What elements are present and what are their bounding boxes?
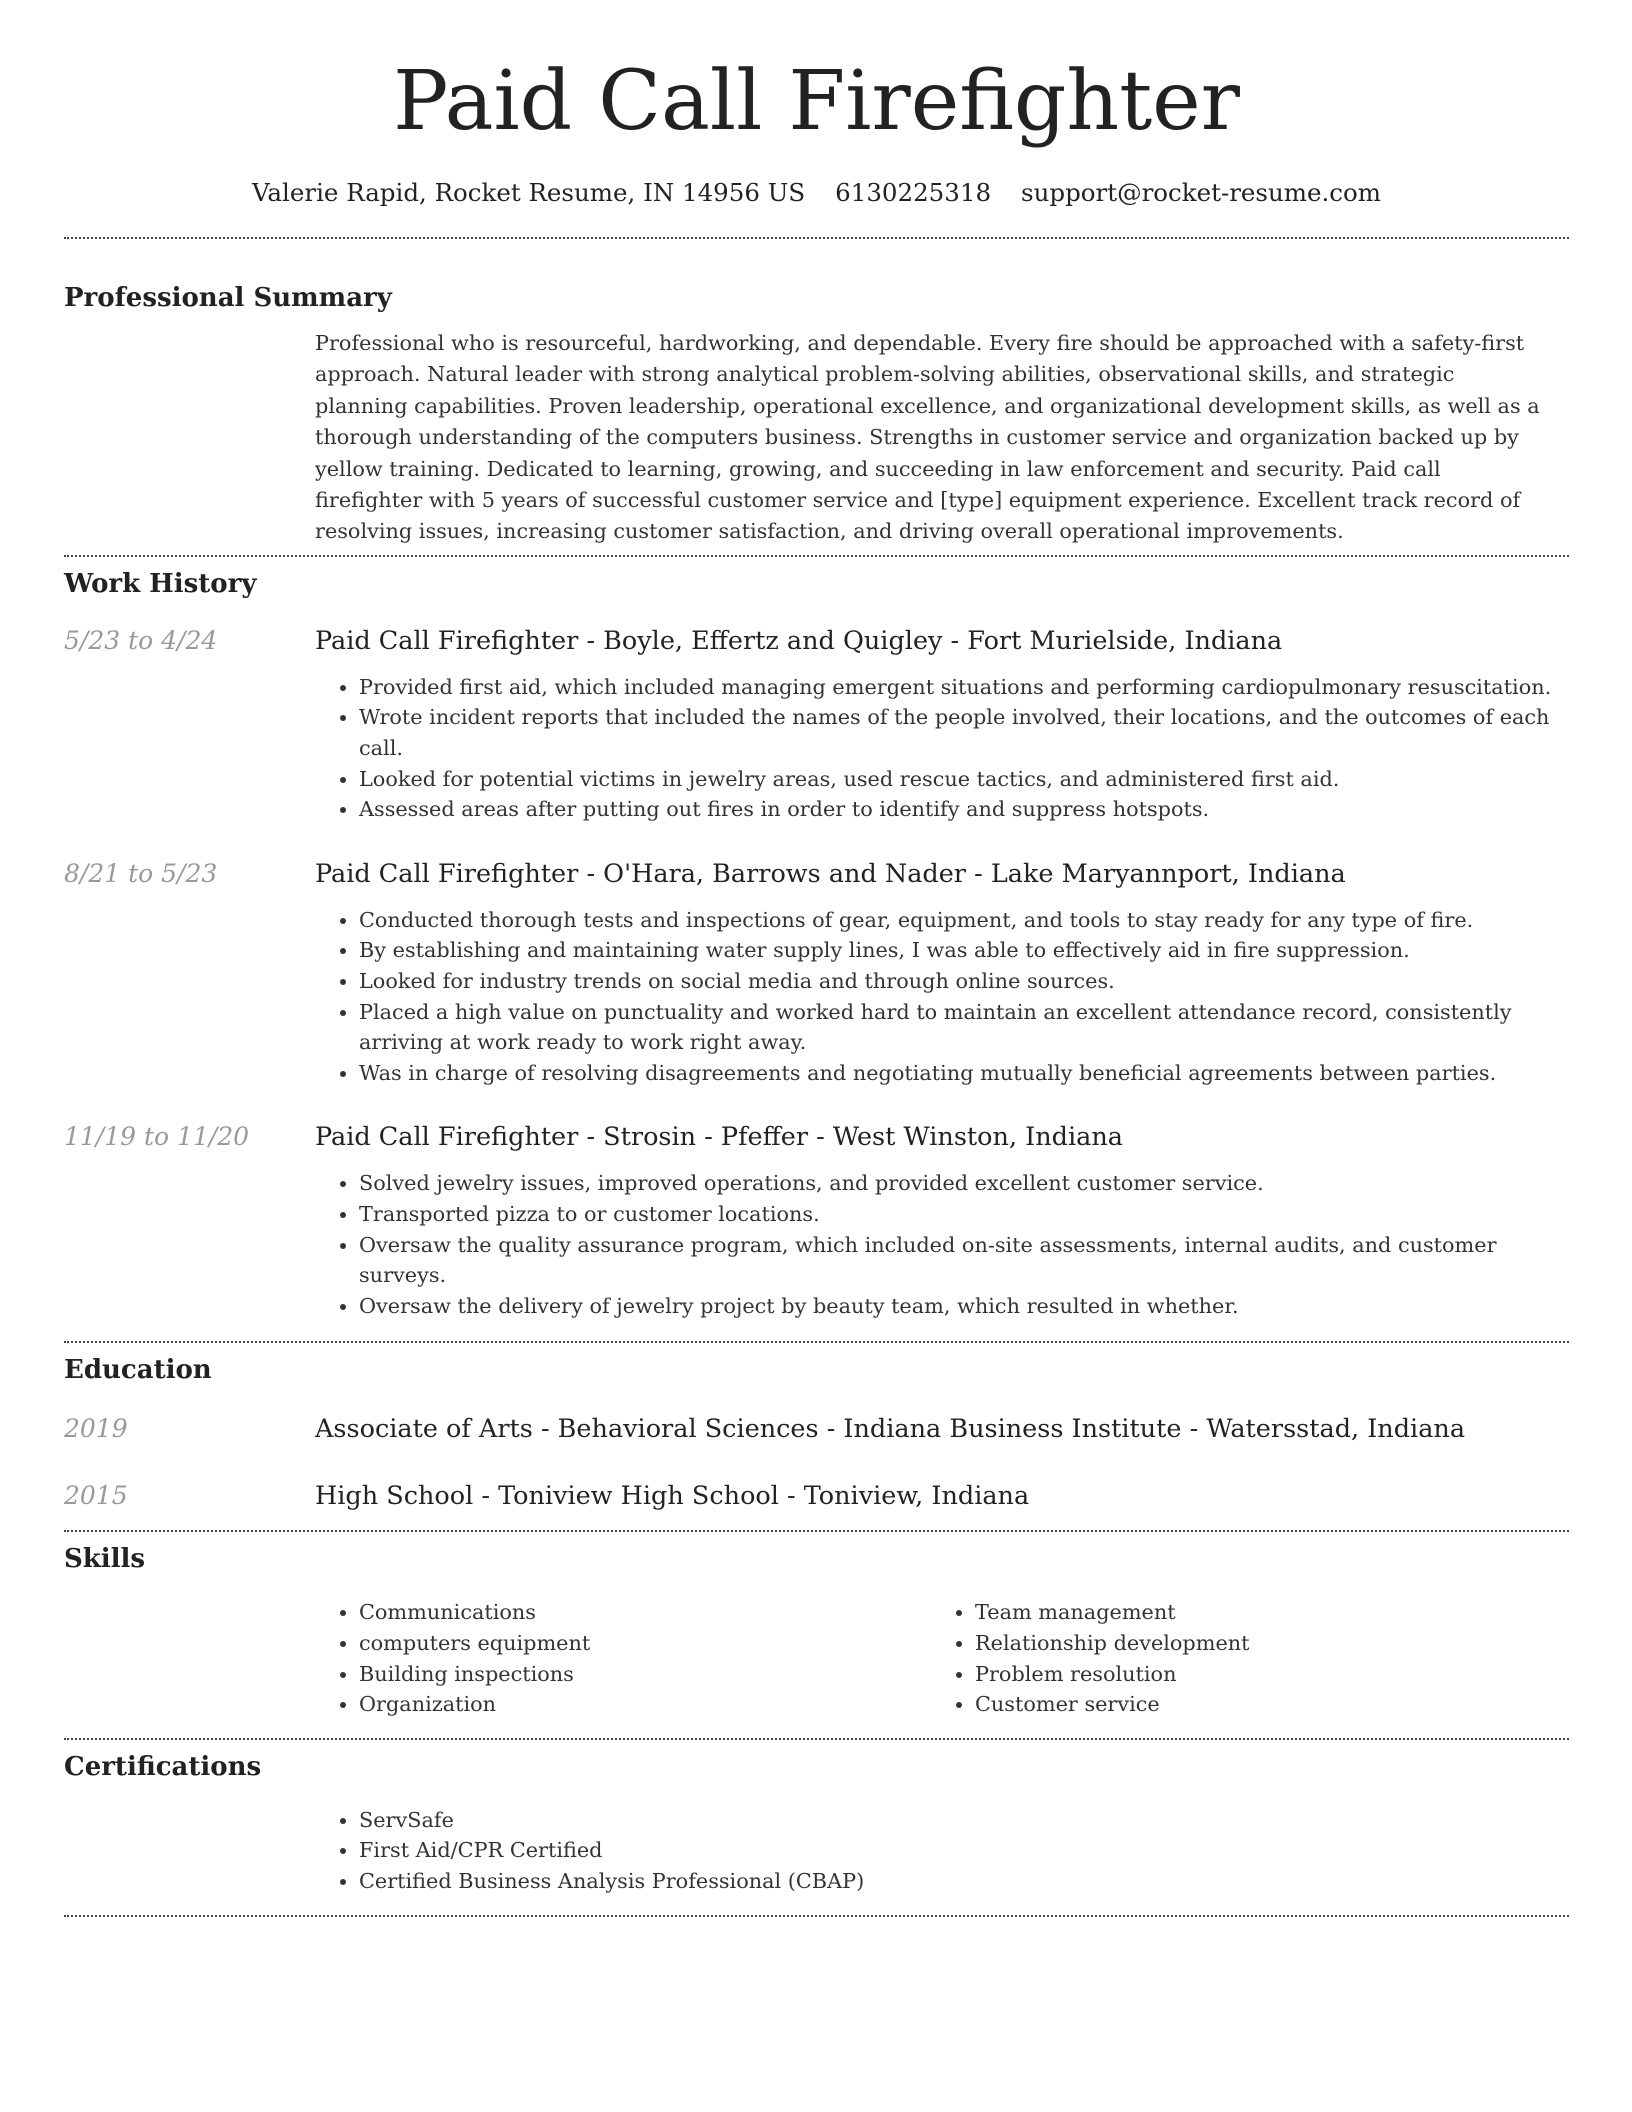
list-item: • Oversaw the delivery of jewelry project by beauty team, which resulted in whether. (359, 1291, 1569, 1322)
divider (64, 1738, 1569, 1740)
work-history-section (64, 568, 1569, 1322)
education-entry (64, 1480, 1569, 1512)
education-text: High School - Toniview High School - Toniview, Indiana (315, 1481, 1030, 1512)
summary-section (64, 282, 1569, 548)
education-heading: Education (64, 1355, 212, 1386)
list-item: • Building inspections (359, 1659, 931, 1690)
skills-list-right (931, 1597, 1547, 1719)
list-item: • Solved jewelry issues, improved operations, and provided excellent customer service. (359, 1168, 1569, 1199)
education-year: 2019 (64, 1414, 128, 1444)
list-item: • Team management (975, 1597, 1547, 1628)
job-dates: 8/21 to 5/23 (64, 858, 218, 888)
list-item: • ServSafe (359, 1805, 1569, 1836)
list-item: • Problem resolution (975, 1659, 1547, 1690)
list-item: • Provided first aid, which included managing emergent situations and performing cardiopulmonary resuscitation. (359, 672, 1569, 703)
list-item: • Was in charge of resolving disagreements and negotiating mutually beneficial agreements between parties. (359, 1058, 1553, 1089)
education-section (64, 1354, 1569, 1512)
job-entry (64, 1121, 1569, 1321)
list-item: • Customer service (975, 1689, 1547, 1720)
list-item: • By establishing and maintaining water supply lines, I was able to effectively aid in fire suppression. (359, 935, 1553, 966)
list-item: • First Aid/CPR Certified (359, 1835, 1569, 1866)
certifications-list (315, 1805, 1569, 1897)
job-title: Paid Call Firefighter - Strosin - Pfeffer - West Winston, Indiana (315, 1122, 1123, 1153)
skills-list-left (315, 1597, 931, 1719)
job-entry (64, 625, 1569, 825)
divider (64, 1341, 1569, 1343)
list-item: • Looked for industry trends on social media and through online sources. (359, 966, 1553, 997)
job-bullets (315, 1168, 1569, 1321)
list-item: • Organization (359, 1689, 931, 1720)
divider (64, 237, 1569, 239)
list-item: • Oversaw the quality assurance program, which included on-site assessments, internal audits, and customer surveys. (359, 1230, 1569, 1291)
job-bullets (315, 905, 1569, 1089)
resume-page (64, 0, 1569, 1917)
job-dates: 11/19 to 11/20 (64, 1122, 250, 1152)
contact-email: support@rocket-resume.com (1021, 178, 1382, 207)
job-title: Paid Call Firefighter - Boyle, Effertz and Quigley - Fort Murielside, Indiana (315, 625, 1283, 656)
work-history-heading: Work History (64, 568, 257, 599)
skills-section (64, 1543, 1569, 1719)
page-title: Paid Call Firefighter (393, 54, 1240, 149)
education-year: 2015 (64, 1481, 128, 1511)
job-bullets (315, 672, 1569, 825)
job-entry (64, 858, 1569, 1089)
summary-text: Professional who is resourceful, hardworking, and dependable. Every fire should be approached with a safety-first approach. Natural leader with strong analytical problem-solving abilities, observational skills, and strategic planning capabilities. Proven leadership, operational excellence, and organizational development skills, as well as a thorough understanding of the computers business. Strengths in customer service and organization backed up by yellow training. Dedicated to learning, growing, and succeeding in law enforcement and security. Paid call firefighter with 5 years of successful customer service and [type] equipment experience. Excellent track record of resolving issues, increasing customer satisfaction, and driving overall operational improvements. (315, 331, 1540, 544)
education-entry (64, 1413, 1569, 1445)
list-item: • Assessed areas after putting out fires in order to identify and suppress hotspots. (359, 794, 1569, 825)
job-dates: 5/23 to 4/24 (64, 625, 218, 655)
list-item: • computers equipment (359, 1628, 931, 1659)
certifications-heading: Certifications (64, 1751, 262, 1782)
list-item: • Transported pizza to or customer locations. (359, 1199, 1569, 1230)
list-item: • Relationship development (975, 1628, 1547, 1659)
list-item: • Communications (359, 1597, 931, 1628)
certifications-section (64, 1751, 1569, 1897)
job-title: Paid Call Firefighter - O'Hara, Barrows and Nader - Lake Maryannport, Indiana (315, 858, 1346, 889)
summary-heading: Professional Summary (64, 283, 392, 313)
list-item: • Placed a high value on punctuality and worked hard to maintain an excellent attendance record, consistently arriving at work ready to work right away. (359, 997, 1553, 1058)
list-item: • Conducted thorough tests and inspections of gear, equipment, and tools to stay ready for any type of fire. (359, 905, 1553, 936)
contact-phone: 6130225318 (835, 178, 992, 207)
education-text: Associate of Arts - Behavioral Sciences - Indiana Business Institute - Watersstad, Indiana (315, 1414, 1466, 1445)
divider (64, 555, 1569, 557)
list-item: • Certified Business Analysis Professional (CBAP) (359, 1866, 1569, 1897)
contact-line (64, 178, 1569, 208)
contact-address: Valerie Rapid, Rocket Resume, IN 14956 US (251, 178, 806, 207)
divider (64, 1915, 1569, 1917)
divider (64, 1530, 1569, 1532)
list-item: • Looked for potential victims in jewelry areas, used rescue tactics, and administered first aid. (359, 764, 1569, 795)
list-item: • Wrote incident reports that included the names of the people involved, their locations, and the outcomes of each call. (359, 702, 1569, 763)
skills-heading: Skills (64, 1544, 146, 1575)
